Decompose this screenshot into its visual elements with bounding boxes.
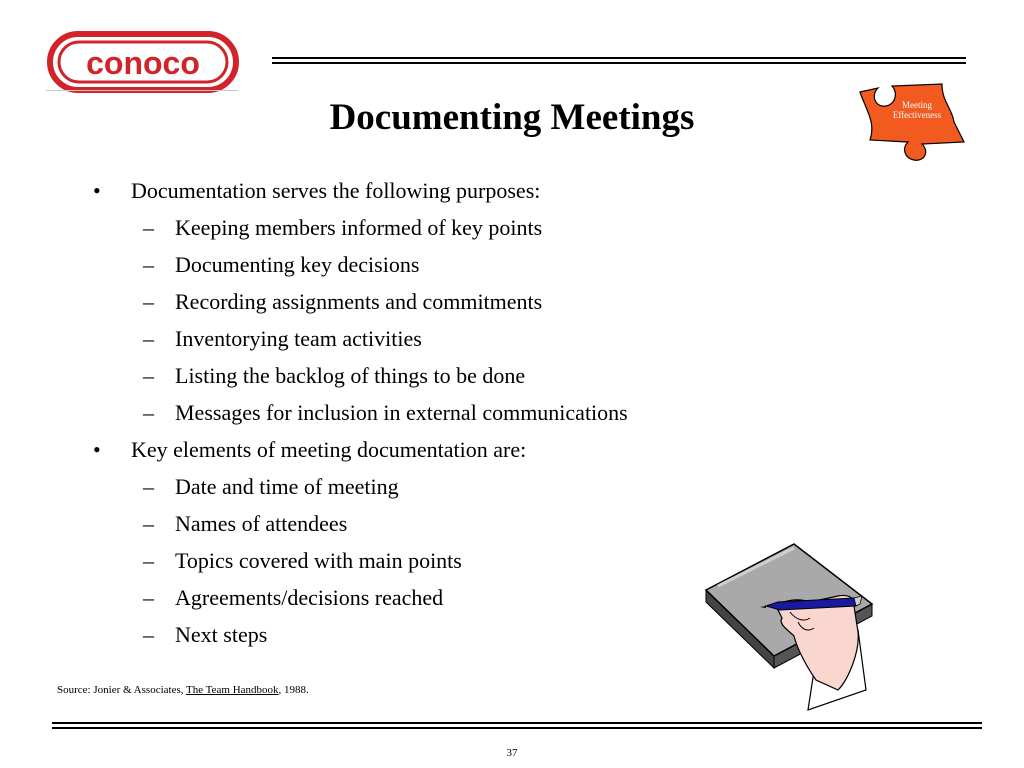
dash-marker: –	[143, 363, 154, 388]
hand-writing-illustration	[698, 540, 898, 720]
source-suffix: , 1988.	[278, 684, 309, 696]
bullet-marker: •	[93, 178, 101, 203]
sub-bullet-text: Messages for inclusion in external communications	[175, 400, 628, 425]
source-prefix: Source: Jonier & Associates,	[57, 684, 187, 696]
dash-marker: –	[143, 326, 154, 351]
dash-marker: –	[143, 474, 154, 499]
sub-bullet-text: Listing the backlog of things to be done	[175, 363, 526, 388]
sub-bullet-text: Documenting key decisions	[175, 252, 420, 277]
footer-rule	[52, 722, 982, 732]
badge-label	[878, 100, 956, 120]
sub-bullet-text: Topics covered with main points	[175, 548, 462, 573]
logo-text: conoco	[86, 45, 200, 81]
page-title: Documenting Meetings	[329, 97, 695, 138]
dash-marker: –	[143, 289, 154, 314]
puzzle-piece-icon	[856, 82, 966, 162]
sub-bullet-text: Agreements/decisions reached	[175, 585, 444, 610]
dash-marker: –	[143, 585, 154, 610]
source-book-title: The Team Handbook	[186, 684, 279, 696]
dash-marker: –	[143, 215, 154, 240]
sub-bullet-text: Keeping members informed of key points	[175, 215, 543, 240]
dash-marker: –	[143, 400, 154, 425]
bullet-text: Key elements of meeting documentation are:	[131, 437, 527, 462]
sub-bullet-text: Names of attendees	[175, 511, 348, 536]
dash-marker: –	[143, 622, 154, 647]
sub-bullet-text: Next steps	[175, 622, 268, 647]
dash-marker: –	[143, 252, 154, 277]
page-number: 37	[506, 747, 518, 759]
logo-underline	[46, 90, 238, 91]
conoco-logo	[46, 30, 240, 94]
sub-bullet-text: Date and time of meeting	[175, 474, 399, 499]
source-citation	[57, 684, 309, 696]
sub-bullet-text: Inventorying team activities	[175, 326, 422, 351]
header-rule	[272, 57, 966, 67]
dash-marker: –	[143, 511, 154, 536]
badge-line-1: Meeting	[902, 100, 932, 110]
sub-bullet-text: Recording assignments and commitments	[175, 289, 543, 314]
dash-marker: –	[143, 548, 154, 573]
bullet-text: Documentation serves the following purposes:	[131, 178, 541, 203]
badge-line-2: Effectiveness	[892, 110, 942, 120]
bullet-marker: •	[93, 437, 101, 462]
